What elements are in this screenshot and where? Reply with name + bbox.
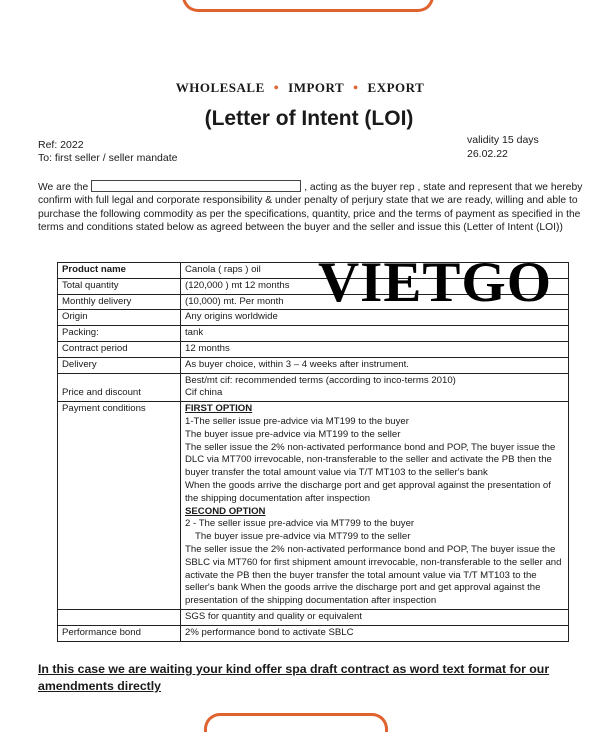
table-row <box>58 373 569 402</box>
validity-period: validity 15 days <box>467 134 539 146</box>
price-terms: Best/mt cif: recommended terms (according to inco-terms 2010) <box>185 374 456 386</box>
row-label: Origin <box>58 310 181 326</box>
intro-paragraph <box>38 180 583 234</box>
row-value <box>181 402 569 610</box>
reference-block <box>38 139 177 165</box>
document-date: 26.02.22 <box>467 148 508 160</box>
second-option-step-1: 2 - The seller issue pre-advice via MT799 to the buyer <box>185 518 415 530</box>
row-label: Delivery <box>58 357 181 373</box>
row-label: Performance bond <box>58 625 181 641</box>
tagline-wholesale: WHOLESALE <box>175 80 265 95</box>
row-label: Payment conditions <box>58 402 181 610</box>
document-title: (Letter of Intent (LOI) <box>204 107 414 130</box>
bottom-decorative-arc <box>204 713 388 732</box>
intro-lead: We are the <box>38 182 89 193</box>
row-value: SGS for quantity and quality or equivalent <box>181 609 569 625</box>
ref-number: Ref: 2022 <box>38 139 84 151</box>
row-value: tank <box>181 326 569 342</box>
row-value: Any origins worldwide <box>181 310 569 326</box>
row-label: Price and discount <box>58 373 181 402</box>
row-label: Total quantity <box>58 278 181 294</box>
first-option-step-3: The seller issue the 2% non-activated performance bond and POP, The buyer issue the DLC via MT700 irrevocable, non-transferable to the seller and activate the PB then the buyer transfer the total amount value via T/T MT103 to the seller's bank <box>185 441 556 479</box>
first-option-step-4: When the goods arrive the discharge port and get approval against the presentation of the shipping documentation after inspection <box>185 479 551 504</box>
first-option-step-1: 1-The seller issue pre-advice via MT199 to the buyer <box>185 415 409 427</box>
table-row <box>58 402 569 610</box>
row-label: Packing: <box>58 326 181 342</box>
second-option-heading: SECOND OPTION <box>185 505 266 517</box>
price-basis: Cif china <box>185 387 223 399</box>
tagline-export: EXPORT <box>367 80 425 95</box>
first-option-step-2: The buyer issue pre-advice via MT199 to the seller <box>185 428 401 440</box>
first-option-heading: FIRST OPTION <box>185 403 253 415</box>
commodity-terms-table <box>57 262 569 642</box>
table-row <box>58 625 569 641</box>
validity-block <box>467 133 539 161</box>
row-value: (10,000) mt. Per month <box>181 294 569 310</box>
row-label: Contract period <box>58 341 181 357</box>
vietgo-watermark: VIETGO <box>318 251 553 314</box>
company-name-blank-field[interactable] <box>91 180 301 192</box>
row-value <box>181 373 569 402</box>
intro-body: , acting as the buyer rep , state and represent that we hereby confirm with full legal and corporate responsibility & under penalty of perjury state that we are ready, willing and able to purchase the following commodity as per the specifications, quantity, price and the terms of payment as specified in the terms and conditions stated below as agreed between the buyer and the seller and issue this (Letter of Intent (LOI)) <box>38 182 583 233</box>
top-decorative-arc <box>182 0 434 12</box>
header-tagline <box>0 80 600 97</box>
row-value: 12 months <box>181 341 569 357</box>
row-value: As buyer choice, within 3 – 4 weeks after instrument. <box>181 357 569 373</box>
table-row <box>58 326 569 342</box>
tagline-import: IMPORT <box>288 80 345 95</box>
bullet-dot-icon: • <box>353 81 359 96</box>
second-option-step-2: The buyer issue pre-advice via MT799 to the seller <box>195 531 411 543</box>
table-row <box>58 357 569 373</box>
closing-statement: In this case we are waiting your kind offer spa draft contract as word text format for our amendments directly <box>38 662 550 693</box>
row-label: Monthly delivery <box>58 294 181 310</box>
ref-recipient: To: first seller / seller mandate <box>38 152 178 164</box>
row-value: Canola ( raps ) oil <box>181 263 569 279</box>
second-option-step-3: The seller issue the 2% non-activated performance bond and POP, The buyer issue the SBLC via MT760 for first shipment amount irrevocable, non-transferable to the seller and activate the PB then the buyer transfer the total amount value via T/T MT103 to the seller's bank When the goods arrive the discharge port and get approval against the presentation of the shipping documentation after inspection <box>185 543 562 607</box>
row-value: (120,000 ) mt 12 months <box>181 278 569 294</box>
row-label: Product name <box>58 263 181 279</box>
row-value: 2% performance bond to activate SBLC <box>181 625 569 641</box>
bullet-dot-icon: • <box>273 81 280 96</box>
table-row <box>58 341 569 357</box>
row-label <box>58 609 181 625</box>
table-row <box>58 609 569 625</box>
